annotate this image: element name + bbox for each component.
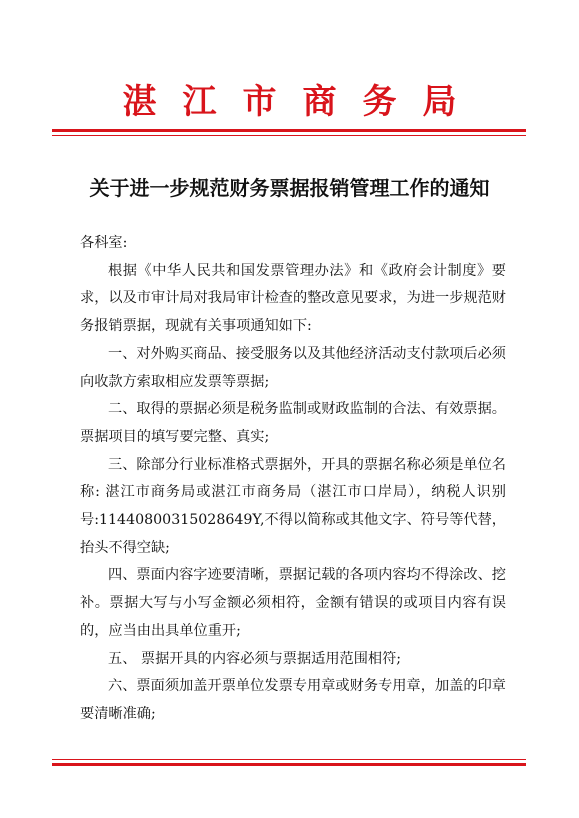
paragraph-item-6: 六、票面须加盖开票单位发票专用章或财务专用章，加盖的印章要清晰准确; <box>80 678 506 722</box>
letterhead-org-name: 湛江市商务局 <box>122 82 483 122</box>
paragraph-item-1: 一、对外购买商品、接受服务以及其他经济活动支付款项后必须向收款方索取相应发票等票据; <box>80 345 506 390</box>
paragraph-item-3: 三、除部分行业标准格式票据外，开具的票据名称必须是单位名称: 湛江市商务局或湛江市商务局（湛江市口岸局），纳税人识别号:11440800315028649Y,不得以简称或其他文字、符号等代替，抬头不得空缺; <box>80 456 506 556</box>
paragraph-item-5: 五、 票据开具的内容必须与票据适用范围相符; <box>108 650 402 667</box>
footer-rule-thick <box>52 763 526 766</box>
letterhead-rule-thin <box>52 135 526 136</box>
salutation: 各科室: <box>80 235 128 251</box>
paragraph-item-4: 四、票面内容字迹要清晰，票据记载的各项内容均不得涂改、挖补。票据大写与小写金额必须相符，金额有错误的或项目内容有误的，应当由出具单位重开; <box>80 567 506 639</box>
document-title: 关于进一步规范财务票据报销管理工作的通知 <box>89 176 490 200</box>
footer-rule-thin <box>52 759 526 760</box>
paragraph-item-2: 二、取得的票据必须是税务监制或财政监制的合法、有效票据。票据项目的填写要完整、真实; <box>80 401 506 445</box>
letterhead-rule-thick <box>52 129 526 132</box>
document-body <box>80 230 506 729</box>
paragraph-intro: 根据《中华人民共和国发票管理办法》和《政府会计制度》要求，以及市审计局对我局审计检查的整改意见要求，为进一步规范财务报销票据，现就有关事项通知如下: <box>80 262 506 335</box>
